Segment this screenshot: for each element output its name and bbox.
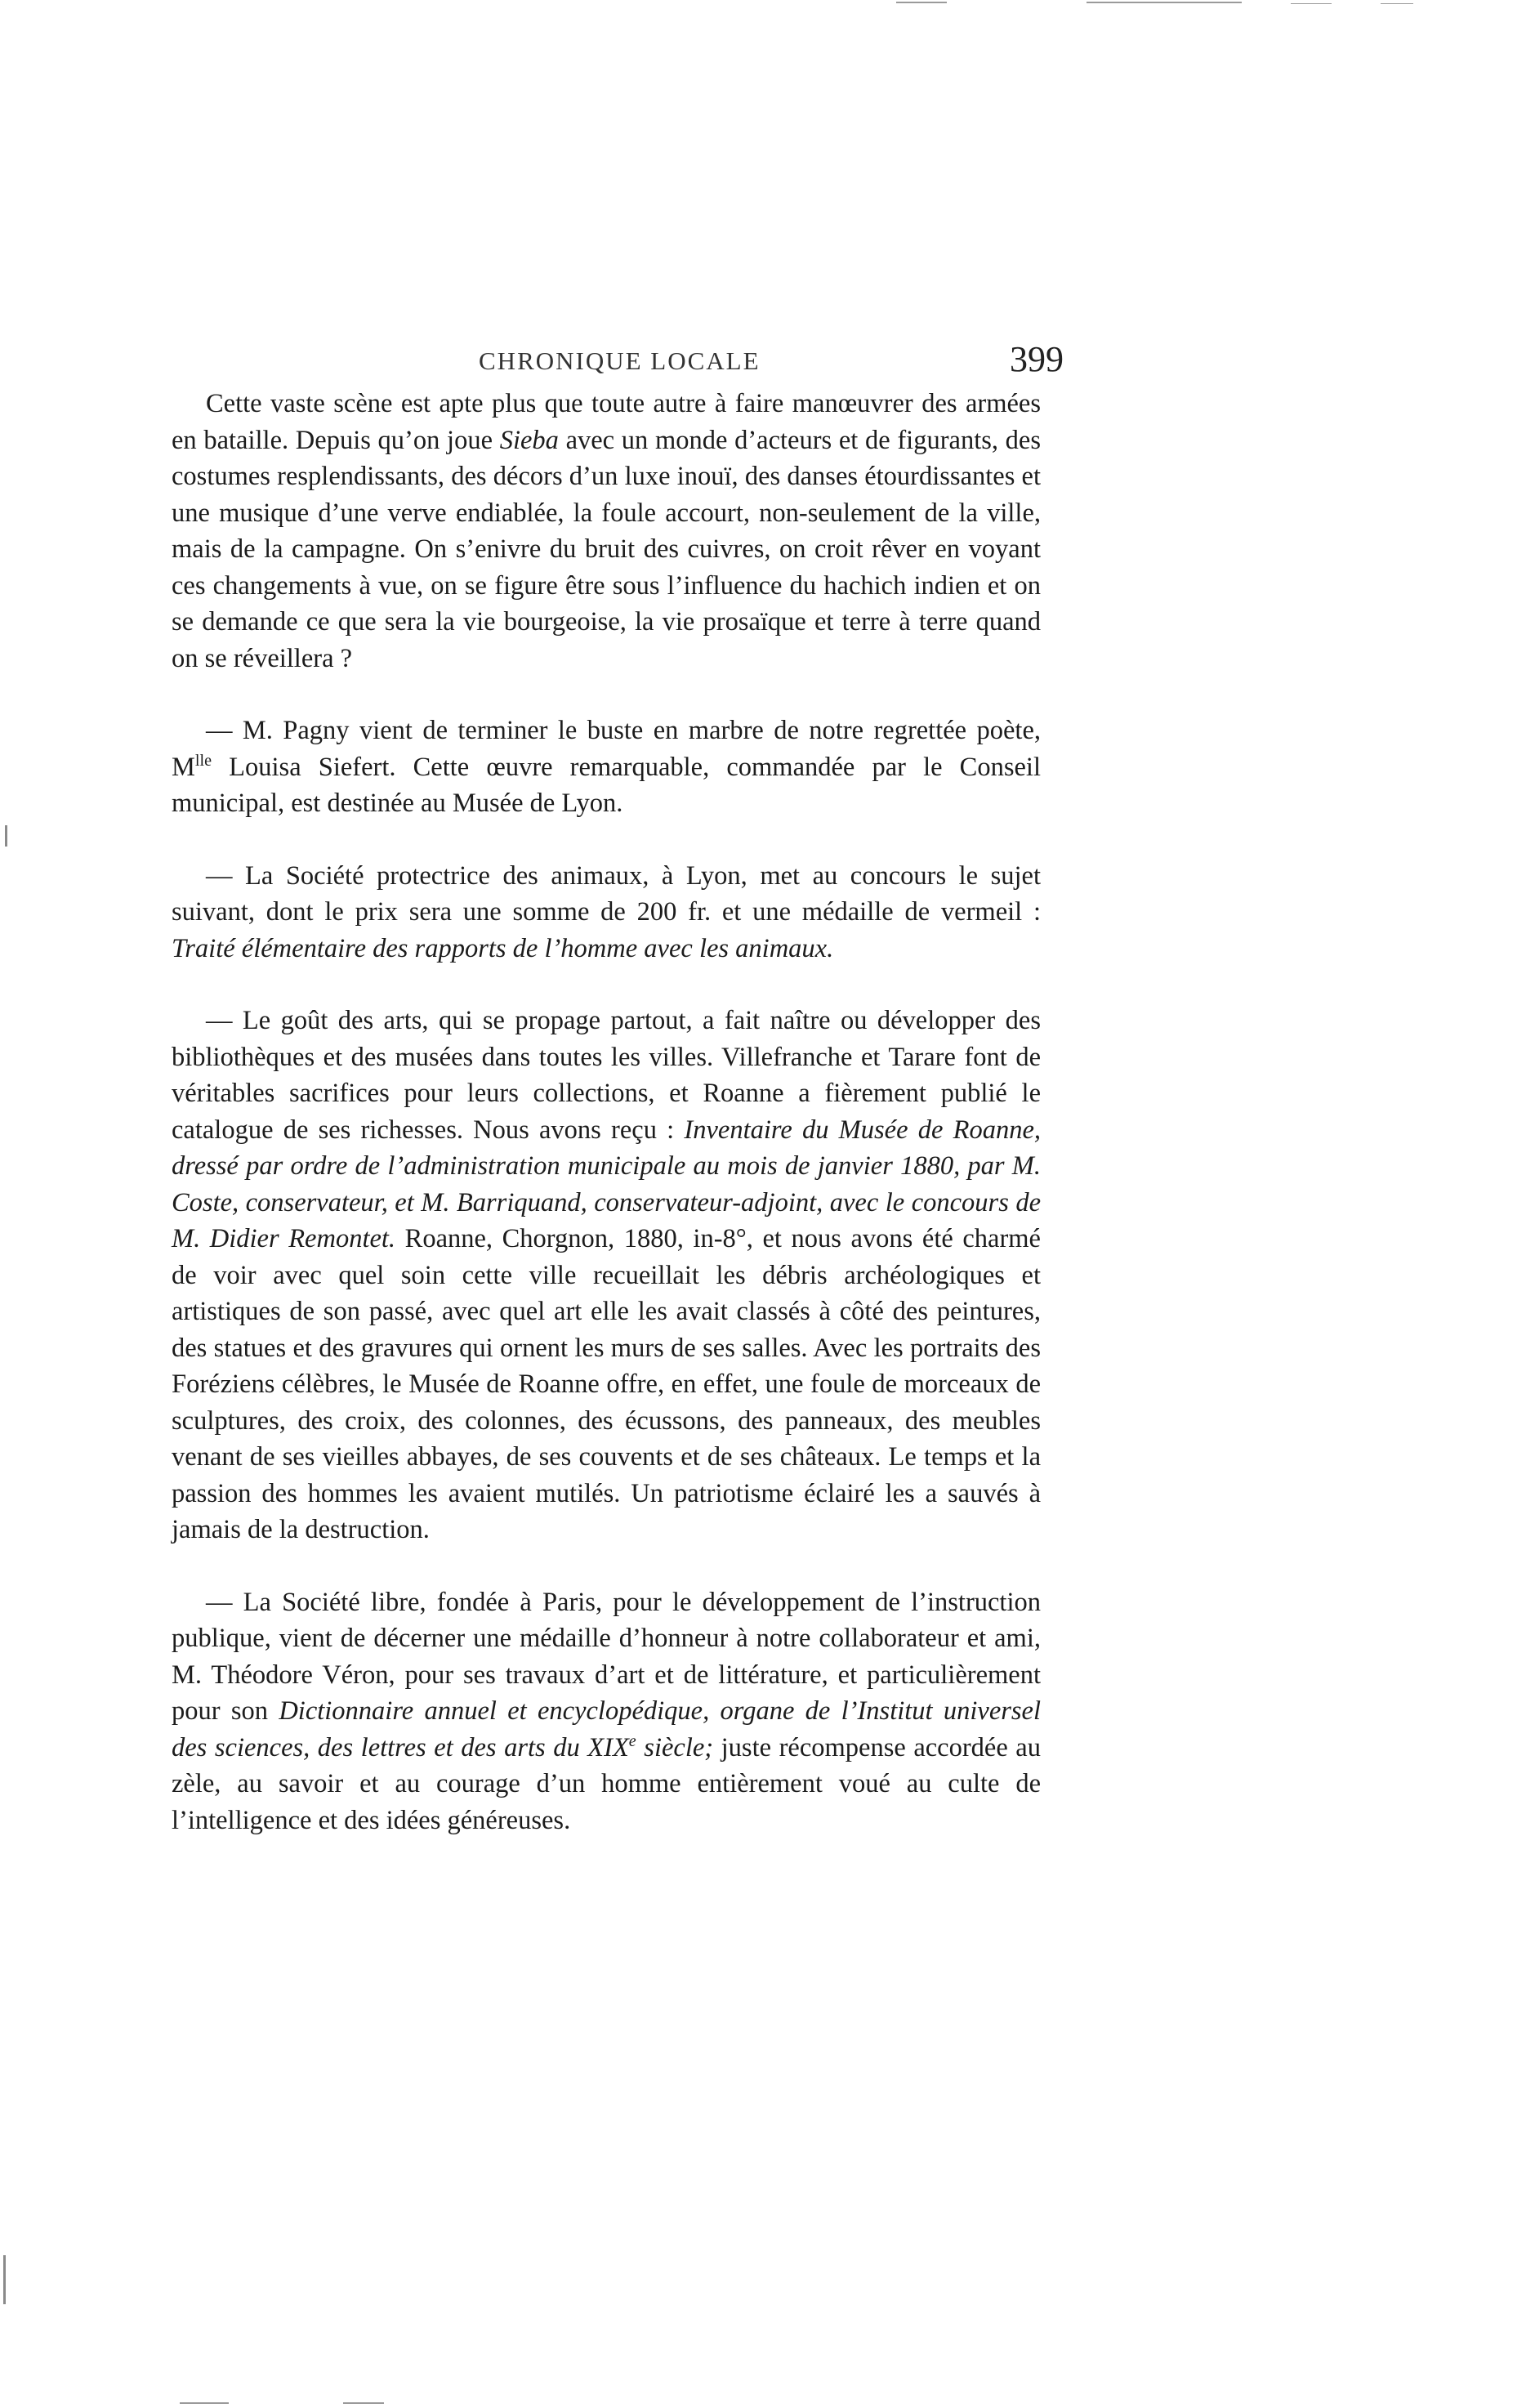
italic-text: Inventaire du Musée de Roanne, dressé par ordre de l’administration municipale au mois de janvier 1880, par M. Coste, conservateur, et M. Barriquand, conservateur-adjoint, avec le concours de M. Didier Remontet.	[172, 1115, 1042, 1253]
scan-mark-left-margin	[5, 825, 7, 847]
scan-mark-top-1	[896, 2, 947, 3]
paragraph-pagny-bust	[172, 713, 1041, 822]
text-segment: Cette vaste scène est apte plus que toute autre à faire manœuvrer des armées en bataille. Depuis qu’on joue	[172, 389, 1041, 455]
scan-mark-top-3	[1291, 3, 1332, 4]
italic-text: Traité élémentaire des rapports de l’homme avec les animaux.	[172, 933, 834, 963]
page-number: 399	[1010, 339, 1064, 379]
text-segment: — Le goût des arts, qui se propage partout, a fait naître ou développer des bibliothèques et des musées dans toutes les villes. Villefranche et Tarare font de véritables sacrifices pour leurs collections, et Roanne a fièrement publié le catalogue de ses richesses. Nous avons reçu :	[172, 1006, 1041, 1145]
text-segment: — M. Pagny vient de terminer le buste en marbre de notre regrettée poète, M	[172, 716, 1041, 782]
italic-text: Sieba	[499, 425, 559, 455]
paragraph-veron-medal	[172, 1584, 1041, 1839]
italic-text: Dictionnaire annuel et encyclopédique, organe de l’Institut universel des sciences, des lettres et des arts du XIX	[172, 1696, 1041, 1762]
superscript: lle	[194, 751, 212, 770]
text-segment: Roanne, Chorgnon, 1880, in-8°, et nous avons été charmé de voir avec quel soin cette ville recueillait les débris archéologiques et artistiques de son passé, avec quel art elle les avait classés à côté des peintures, des statues et des gravures qui ornent les murs de ses salles. Avec les portraits des Foréziens célèbres, le Musée de Roanne offre, en effet, une foule de morceaux de sculptures, des croix, des colonnes, des écussons, des panneaux, des meubles venant de ses vieilles abbayes, de ses couvents et de ses châteaux. Le temps et la passion des hommes les avaient mutilés. Un patriotisme éclairé les a sauvés à jamais de la destruction.	[172, 1224, 1041, 1544]
text-segment: Louisa Siefert. Cette œuvre remarquable, commandée par le Conseil municipal, est destinée au Musée de Lyon.	[172, 752, 1041, 818]
paragraph-animal-society-contest	[172, 858, 1041, 967]
page-header	[196, 333, 1064, 382]
scan-mark-top-2	[1087, 2, 1242, 3]
italic-text: siècle;	[636, 1732, 714, 1762]
paragraph-roanne-museum	[172, 1003, 1041, 1548]
running-title: CHRONIQUE LOCALE	[479, 346, 761, 375]
text-segment: — La Société protectrice des animaux, à Lyon, met au concours le sujet suivant, dont le prix sera une somme de 200 fr. et une médaille de vermeil :	[172, 860, 1041, 927]
paragraph-opera-scene	[172, 386, 1041, 677]
superscript: e	[628, 1731, 636, 1750]
scan-mark-left-bottom	[3, 2255, 6, 2304]
text-segment: avec un monde d’acteurs et de figurants, des costumes resplendissants, des décors d’un luxe inouï, des danses étourdissantes et une musique d’une verve endiablée, la foule accourt, non-seulement de la ville, mais de la campagne. On s’enivre du bruit des cuivres, on croit rêver en voyant ces changements à vue, on se figure être sous l’influence du hachich indien et on se demande ce que sera la vie bourgeoise, la vie prosaïque et terre à terre quand on se réveillera ?	[172, 425, 1042, 673]
text-segment: juste récompense accordée au zèle, au savoir et au courage d’un homme entièrement voué au culte de l’intelligence et des idées généreuses.	[172, 1732, 1041, 1835]
scan-mark-bottom-2	[343, 2402, 384, 2404]
text-segment: — La Société libre, fondée à Paris, pour le développement de l’instruction publique, vient de décerner une médaille d’honneur à notre collaborateur et ami, M. Théodore Véron, pour ses travaux d’art et de littérature, et particulièrement pour son	[172, 1587, 1041, 1726]
scan-mark-top-4	[1381, 3, 1413, 4]
scan-mark-bottom-1	[180, 2402, 229, 2404]
text-column	[172, 386, 1041, 1874]
